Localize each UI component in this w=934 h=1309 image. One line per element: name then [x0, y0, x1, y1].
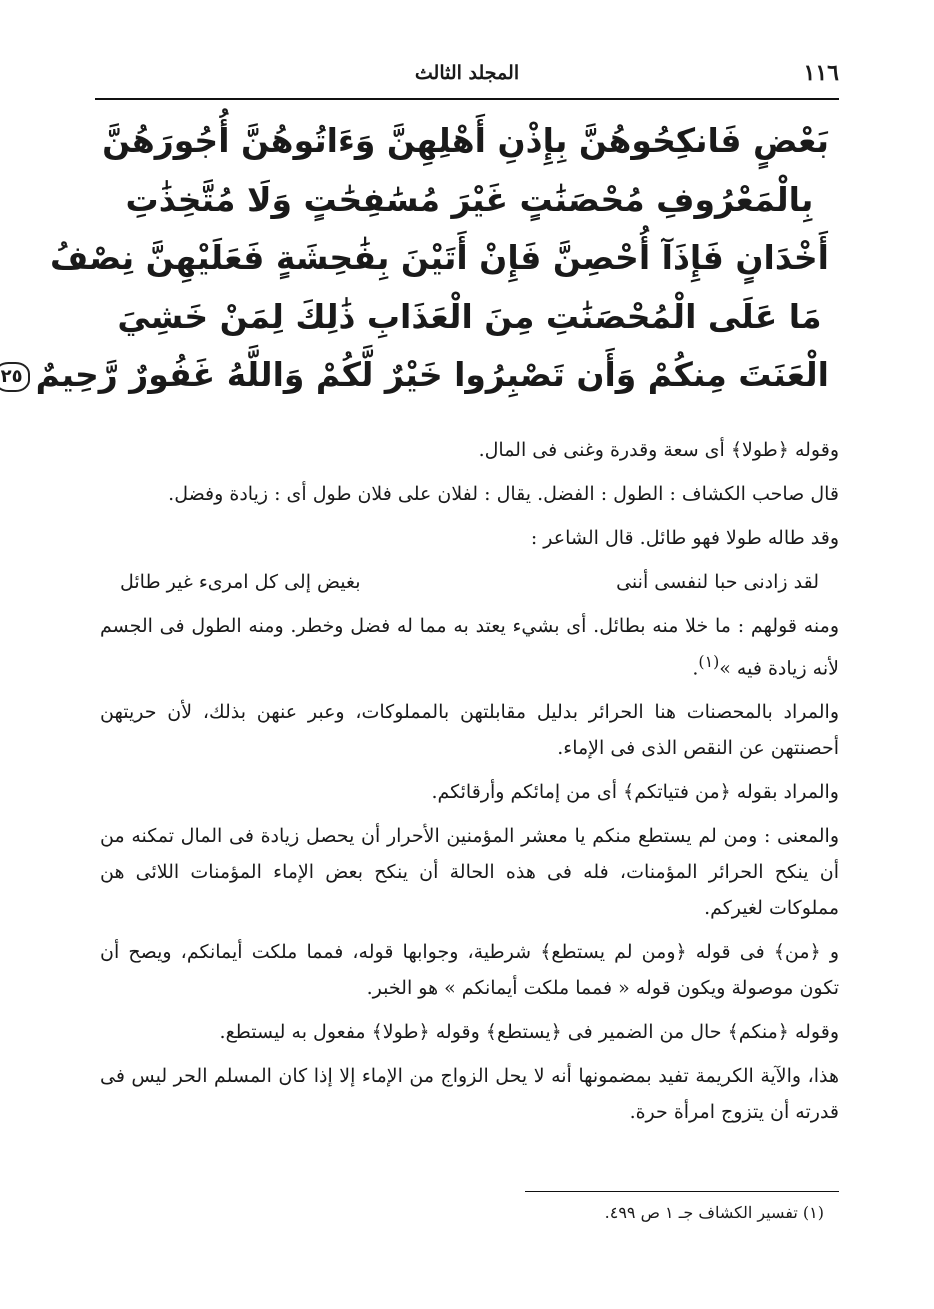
footnote-reference: (١) — [698, 652, 720, 671]
paragraph-tawl-meaning: وقوله ﴿طولا﴾ أى سعة وقدرة وغنى فى المال. — [478, 439, 839, 461]
paragraph-saying-text: ومنه قولهم : ما خلا منه بطائل. أى بشيء يعتد به مما له فضل وخطر. ومنه الطول فى الجسم لأنه زيادة فيه » — [100, 615, 839, 680]
quran-line: أَخْدَانٍ فَإِذَآ أُحْصِنَّ فَإِنْ أَتَيْنَ بِفَٰحِشَةٍ فَعَلَيْهِنَّ نِصْفُ — [49, 238, 829, 277]
footnote: (١) تفسير الكشاف جـ ١ ص ٤٩٩. — [604, 1203, 824, 1222]
paragraph-meaning: والمعنى : ومن لم يستطع منكم يا معشر المؤمنين الأحرار أن يحصل زيادة فى المال تمكنه من أن ينكح الحرائر المؤمنات، فله فى هذه الحالة أن ينكح بعض الإماء المؤمنات اللائى هن مملوكات لغيركم. — [100, 825, 839, 920]
volume-title: المجلد الثالث — [414, 62, 520, 84]
footnote-divider — [525, 1191, 839, 1192]
quran-line: مَا عَلَى الْمُحْصَنَٰتِ مِنَ الْعَذَابِ ذَٰلِكَ لِمَنْ خَشِيَ — [117, 296, 822, 336]
page-number: ١١٦ — [803, 60, 839, 86]
quran-line-last — [0, 346, 829, 405]
poetry-second-hemistich: بغيض إلى كل امرىء غير طائل — [120, 571, 361, 593]
quran-line: بِالْمَعْرُوفِ مُحْصَنَٰتٍ غَيْرَ مُسَٰفِحَٰتٍ وَلَا مُتَّخِذَٰتِ — [125, 179, 814, 219]
quran-line: بَعْضٍ فَانكِحُوهُنَّ بِإِذْنِ أَهْلِهِنَّ وَءَاتُوهُنَّ أُجُورَهُنَّ — [102, 121, 829, 160]
paragraph-poet-intro: وقد طاله طولا فهو طائل. قال الشاعر : — [530, 527, 839, 549]
page-header — [95, 56, 839, 96]
paragraph-grammar-man: و ﴿من﴾ فى قوله ﴿ومن لم يستطع﴾ شرطية، وجوابها قوله، فمما ملكت أيمانكم، ويصح أن تكون موصولة ويكون قوله « فمما ملكت أيمانكم » هو الخبر. — [100, 941, 839, 1000]
paragraph-fatayat: والمراد بقوله ﴿من فتياتكم﴾ أى من إمائكم وأرقائكم. — [431, 781, 839, 804]
paragraph-muhsanat: والمراد بالمحصنات هنا الحرائر بدليل مقابلتهن بالمملوكات، وعبر عنهن بذلك، لأن حريتهن أحصنتهن عن النقص الذى فى الإماء. — [100, 701, 839, 760]
paragraph-saying-end: . — [692, 657, 699, 680]
ayah-number-marker: ٢٥ — [0, 362, 30, 392]
poetry-verse — [100, 564, 839, 600]
poetry-first-hemistich: لقد زادنى حبا لنفسى أننى — [616, 571, 819, 593]
paragraph-saying — [100, 608, 839, 686]
quran-line-text: الْعَنَتَ مِنكُمْ وَأَن تَصْبِرُوا خَيْرٌ لَّكُمْ وَاللَّهُ غَفُورٌ رَّحِيمٌ — [35, 355, 829, 394]
paragraph-grammar-minkum: وقوله ﴿منكم﴾ حال من الضمير فى ﴿يستطع﴾ وقوله ﴿طولا﴾ مفعول به ليستطع. — [219, 1021, 839, 1044]
paragraph-ruling: هذا، والآية الكريمة تفيد بمضمونها أنه لا يحل الزواج من الإماء إلا إذا كان المسلم الحر ليس فى قدرته أن يتزوج امرأة حرة. — [100, 1065, 839, 1124]
header-divider — [95, 98, 839, 100]
paragraph-kashshaf-quote: قال صاحب الكشاف : الطول : الفضل. يقال : لفلان على فلان طول أى : زيادة وفضل. — [168, 483, 839, 505]
commentary-text — [100, 432, 839, 1138]
quran-verse-block — [0, 112, 829, 405]
